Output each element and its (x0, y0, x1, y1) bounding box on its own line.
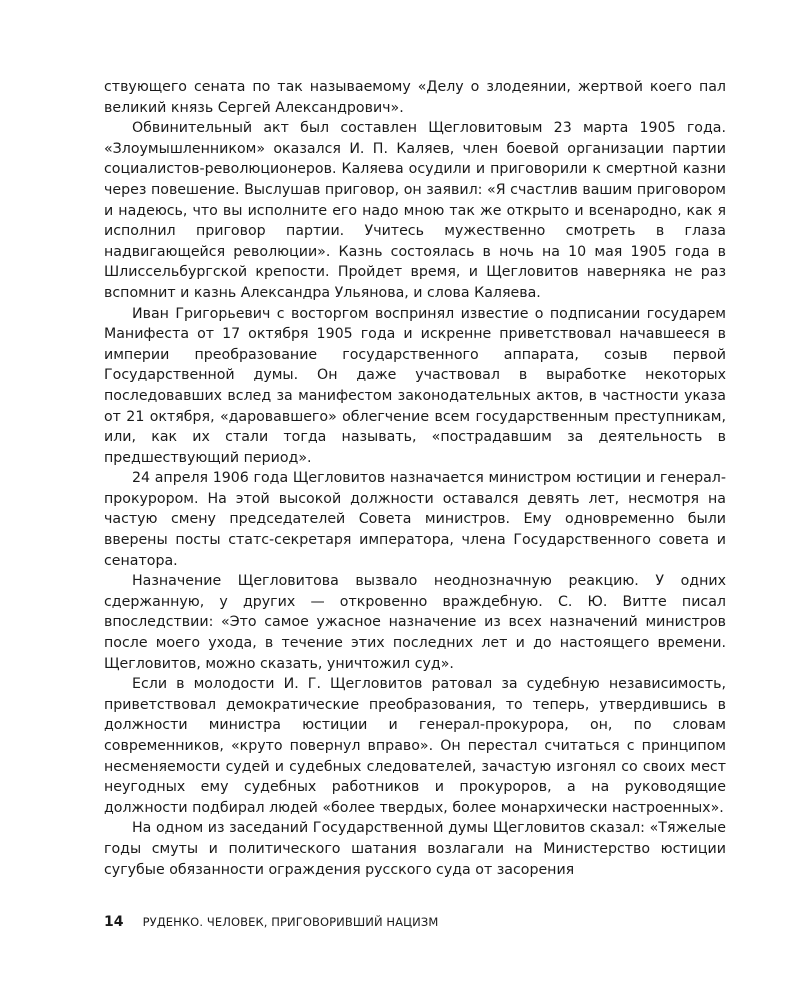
paragraph: На одном из заседаний Государственной думы Щегловитов сказал: «Тяжелые годы смуты и политического шатания возлагали на Министерство юстиции сугубые обязанности ограждения русского суда от засорения (104, 820, 726, 878)
running-title: РУДЕНКО. ЧЕЛОВЕК, ПРИГОВОРИВШИЙ НАЦИЗМ (142, 915, 439, 929)
paragraph: Если в молодости И. Г. Щегловитов ратовал за судебную независимость, приветствовал демократические преобразования, то теперь, утвердившись в должности министра юстиции и генерал-прокурора, он, по словам современников, «круто повернул вправо». Он перестал считаться с принципом несменяемости судей и судебных следователей, зачастую изгонял со своих мест неугодных ему судебных работников и прокуроров, а на руководящие должности подбирал людей «более твердых, более монархически настроенных». (104, 676, 726, 816)
page-footer (104, 911, 438, 930)
paragraph: 24 апреля 1906 года Щегловитов назначается министром юстиции и генерал-прокурором. На этой высокой должности оставался девять лет, несмотря на частую смену председателей Совета министров. Ему одновременно были вверены посты статс-секретаря императора, члена Государственного совета и сенатора. (104, 470, 726, 569)
paragraph-continuation: ствующего сената по так называемому «Делу о злодеянии, жертвой коего пал великий князь Сергей Александрович». (104, 79, 726, 116)
page-number: 14 (104, 914, 124, 930)
paragraph: Назначение Щегловитова вызвало неоднозначную реакцию. У одних сдержанную, у других — откровенно враждебную. С. Ю. Витте писал впоследствии: «Это самое ужасное назначение из всех назначений министров после моего ухода, в течение этих последних лет и до настоящего времени. Щегловитов, можно сказать, уничтожил суд». (104, 573, 726, 672)
paragraph: Обвинительный акт был составлен Щегловитовым 23 марта 1905 года. «Злоумышленником» оказался И. П. Каляев, член боевой организации партии социалистов-революционеров. Каляева осудили и приговорили к смертной казни через повешение. Выслушав приговор, он заявил: «Я счастлив вашим приговором и надеюсь, что вы исполните его надо мною так же открыто и всенародно, как я исполнил приговор партии. Учитесь мужественно смотреть в глаза надвигающейся революции». Казнь состоялась в ночь на 10 мая 1905 года в Шлиссельбургской крепости. Пройдет время, и Щегловитов наверняка не раз вспомнит и казнь Александра Ульянова, и слова Каляева. (104, 120, 726, 301)
paragraph: Иван Григорьевич с восторгом воспринял известие о подписании государем Манифеста от 17 октября 1905 года и искренне приветствовал начавшееся в империи преобразование государственного аппарата, созыв первой Государственной думы. Он даже участвовал в выработке некоторых последовавших вслед за манифестом законодательных актов, в частности указа от 21 октября, «даровавшего» облегчение всем государственным преступникам, или, как их стали тогда называть, «пострадавшим за деятельность в предшествующий период». (104, 305, 726, 466)
page-body (104, 77, 726, 880)
